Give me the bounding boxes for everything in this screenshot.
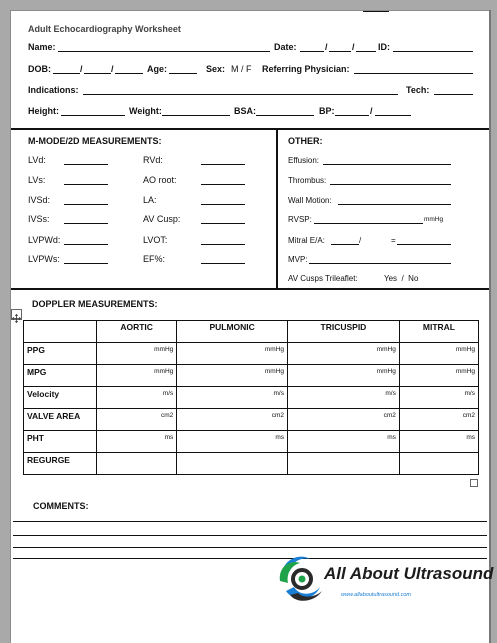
wall-motion-field[interactable]	[338, 204, 451, 205]
resize-square-icon[interactable]	[470, 479, 478, 487]
doppler-cell[interactable]: cm2	[97, 409, 177, 431]
comment-line[interactable]	[13, 535, 487, 536]
mitral-ratio-field[interactable]	[397, 244, 451, 245]
doppler-cell[interactable]: cm2	[399, 409, 478, 431]
effusion-label: Effusion:	[288, 156, 319, 165]
table-row	[24, 343, 479, 365]
indications-label: Indications:	[28, 85, 79, 95]
doppler-cell[interactable]	[177, 453, 288, 475]
column-divider	[276, 128, 278, 288]
mmode-field[interactable]	[64, 223, 108, 224]
mvp-field[interactable]	[309, 263, 451, 264]
comment-line[interactable]	[13, 521, 487, 522]
weight-label: Weight:	[129, 106, 162, 116]
comments-heading: COMMENTS:	[33, 501, 89, 511]
wall-motion-label: Wall Motion:	[288, 196, 332, 205]
av-cusps-label: AV Cusps Trileaflet:	[288, 274, 358, 283]
rvsp-unit: mmHg	[424, 216, 444, 223]
row-label: VALVE AREA	[24, 409, 97, 431]
other-heading: OTHER:	[288, 136, 323, 146]
date-month-field[interactable]	[300, 51, 324, 52]
sex-options[interactable]: M / F	[231, 64, 252, 74]
table-row	[24, 453, 479, 475]
mitral-a-field[interactable]	[363, 11, 389, 12]
mitral-e-field[interactable]	[331, 244, 359, 245]
doppler-cell[interactable]: mmHg	[177, 343, 288, 365]
mmode-field[interactable]	[201, 223, 245, 224]
mmode-label: IVSs:	[28, 214, 50, 224]
mmode-label: LVOT:	[143, 235, 168, 245]
bp-separator: /	[370, 106, 373, 116]
doppler-cell[interactable]: mmHg	[97, 365, 177, 387]
row-label: PPG	[24, 343, 97, 365]
section-divider	[11, 128, 489, 130]
rvsp-field[interactable]	[314, 223, 423, 224]
worksheet-page	[10, 10, 494, 643]
doppler-cell[interactable]: m/s	[97, 387, 177, 409]
doppler-col-header: MITRAL	[399, 321, 478, 343]
mmode-field[interactable]	[201, 244, 245, 245]
dob-separator: /	[111, 64, 114, 74]
mitral-separator: /	[359, 236, 362, 245]
brand-name: All About Ultrasound	[324, 564, 494, 583]
doppler-table	[23, 320, 479, 475]
referring-physician-field[interactable]	[354, 73, 473, 74]
mmode-label: IVSd:	[28, 195, 51, 205]
mmode-field[interactable]	[64, 244, 108, 245]
mmode-label: LA:	[143, 195, 157, 205]
brand-logo-icon	[276, 551, 328, 605]
doppler-cell[interactable]: mmHg	[288, 365, 400, 387]
mmode-field[interactable]	[201, 184, 245, 185]
indications-field[interactable]	[83, 94, 398, 95]
mitral-ea-label: Mitral E/A:	[288, 236, 325, 245]
mmode-label: LVd:	[28, 155, 46, 165]
sex-label: Sex:	[206, 64, 226, 74]
doppler-cell[interactable]: mmHg	[288, 343, 400, 365]
doppler-cell[interactable]: ms	[288, 431, 400, 453]
dob-day-field[interactable]	[84, 73, 111, 74]
row-label: REGURGE	[24, 453, 97, 475]
date-separator: /	[325, 42, 328, 52]
mmode-heading: M-MODE/2D MEASUREMENTS:	[28, 136, 162, 146]
mmode-field[interactable]	[64, 184, 108, 185]
mmode-label: AV Cusp:	[143, 214, 181, 224]
date-label: Date:	[274, 42, 297, 52]
comment-line[interactable]	[13, 547, 487, 548]
comment-line[interactable]	[13, 558, 487, 559]
doppler-cell[interactable]	[97, 453, 177, 475]
id-field[interactable]	[393, 51, 473, 52]
doppler-header-blank	[24, 321, 97, 343]
thrombus-field[interactable]	[330, 184, 451, 185]
bsa-field[interactable]	[256, 115, 314, 116]
age-label: Age:	[147, 64, 167, 74]
doppler-cell[interactable]: ms	[177, 431, 288, 453]
mmode-label: LVPWs:	[28, 254, 60, 264]
age-field[interactable]	[169, 73, 197, 74]
bsa-label: BSA:	[234, 106, 256, 116]
doppler-cell[interactable]: m/s	[399, 387, 478, 409]
brand-url[interactable]: www.allaboutultrasound.com	[341, 592, 412, 598]
mmode-label: LVs:	[28, 175, 46, 185]
doppler-cell[interactable]: mmHg	[97, 343, 177, 365]
bp-systolic-field[interactable]	[335, 115, 369, 116]
av-cusps-yes-no[interactable]: Yes / No	[384, 274, 419, 283]
height-label: Height:	[28, 106, 59, 116]
referring-physician-label: Referring Physician:	[262, 64, 350, 74]
weight-field[interactable]	[162, 115, 230, 116]
doppler-cell[interactable]: mmHg	[399, 343, 478, 365]
bp-label: BP:	[319, 106, 335, 116]
doppler-cell[interactable]: ms	[399, 431, 478, 453]
date-year-field[interactable]	[356, 51, 376, 52]
mmode-field[interactable]	[64, 204, 108, 205]
table-row	[24, 365, 479, 387]
height-field[interactable]	[61, 115, 125, 116]
doppler-col-header: TRICUSPID	[288, 321, 400, 343]
doppler-cell[interactable]: cm2	[288, 409, 400, 431]
mmode-label: EF%:	[143, 254, 166, 264]
thrombus-label: Thrombus:	[288, 176, 327, 185]
move-arrows-icon[interactable]	[11, 309, 22, 320]
doppler-cell[interactable]: m/s	[177, 387, 288, 409]
tech-field[interactable]	[434, 94, 473, 95]
dob-year-field[interactable]	[115, 73, 143, 74]
mmode-field[interactable]	[201, 164, 245, 165]
row-label: Velocity	[24, 387, 97, 409]
doppler-cell[interactable]: mmHg	[399, 365, 478, 387]
bp-diastolic-field[interactable]	[375, 115, 411, 116]
effusion-field[interactable]	[323, 164, 451, 165]
dob-separator: /	[80, 64, 83, 74]
mvp-label: MVP:	[288, 255, 308, 264]
date-day-field[interactable]	[329, 51, 351, 52]
doppler-cell[interactable]: m/s	[288, 387, 400, 409]
name-label: Name:	[28, 42, 56, 52]
mmode-field[interactable]	[201, 204, 245, 205]
doppler-heading: DOPPLER MEASUREMENTS:	[32, 299, 158, 309]
doppler-cell[interactable]: cm2	[177, 409, 288, 431]
row-label: MPG	[24, 365, 97, 387]
mmode-field[interactable]	[201, 263, 245, 264]
mmode-label: LVPWd:	[28, 235, 61, 245]
date-separator: /	[352, 42, 355, 52]
section-divider	[11, 288, 489, 290]
table-row	[24, 431, 479, 453]
rvsp-label: RVSP:	[288, 215, 312, 224]
mitral-equals: =	[391, 236, 396, 245]
dob-label: DOB:	[28, 64, 51, 74]
dob-month-field[interactable]	[53, 73, 80, 74]
mmode-label: AO root:	[143, 175, 177, 185]
doppler-col-header: AORTIC	[97, 321, 177, 343]
mmode-label: RVd:	[143, 155, 163, 165]
mmode-field[interactable]	[64, 164, 108, 165]
doppler-cell[interactable]: mmHg	[177, 365, 288, 387]
doppler-col-header: PULMONIC	[177, 321, 288, 343]
mmode-field[interactable]	[64, 263, 108, 264]
table-row	[24, 387, 479, 409]
doppler-cell[interactable]: ms	[97, 431, 177, 453]
name-field[interactable]	[58, 51, 270, 52]
table-row	[24, 409, 479, 431]
worksheet-title: Adult Echocardiography Worksheet	[28, 24, 181, 34]
tech-label: Tech:	[406, 85, 430, 95]
id-label: ID:	[378, 42, 390, 52]
doppler-cell[interactable]	[288, 453, 400, 475]
doppler-cell[interactable]	[399, 453, 478, 475]
row-label: PHT	[24, 431, 97, 453]
